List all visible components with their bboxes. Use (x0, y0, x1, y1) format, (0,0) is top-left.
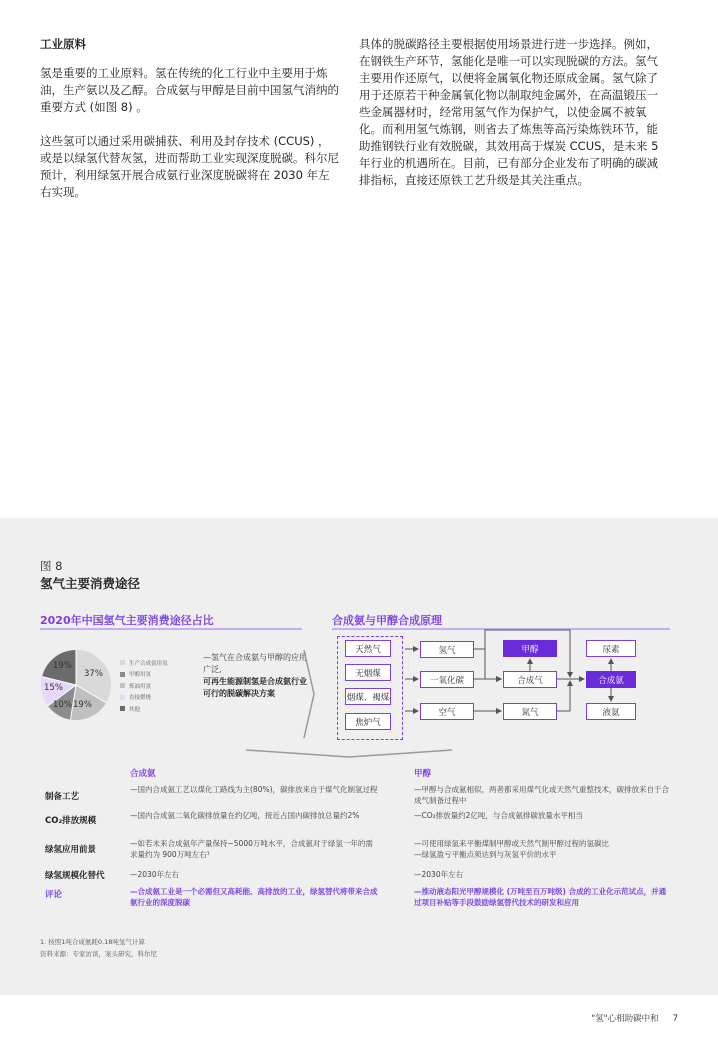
node-liquid-ammonia: 液氨 (586, 703, 636, 720)
source-bituminous: 烟煤、褐煤 (345, 688, 391, 705)
left-paragraph-2: 这些氢可以通过采用碳捕获、利用及封存技术 (CCUS) ，或是以绿氢代替灰氢，进而帮助工业实现深度脱碳。科尔尼预计，利用绿氢开展合成氨行业深度脱碳将在 2030 年左右实现。 (40, 134, 339, 199)
left-column (40, 36, 340, 218)
subtitle-underline (332, 628, 670, 630)
col-header-methanol: 甲醇 (414, 769, 432, 779)
legend-item: 直接燃烧 (120, 692, 168, 704)
pie-label-19a: 19% (53, 661, 72, 671)
pie-note-plain: —氢气在合成氨与甲醇的应用广泛, (203, 653, 307, 674)
page-number: 7 (672, 1014, 678, 1024)
cell-methanol-process: —甲醇与合成氨相似，两者都采用煤气化或天然气重整技术，碳排放来自于合成气制备过程中 (414, 785, 669, 805)
row-label-comment: 评论 (45, 890, 63, 900)
legend-swatch (120, 695, 125, 700)
footnote-1: 1. 按照1吨合成氨耗0.18吨氢气计算 (40, 938, 145, 946)
node-urea: 尿素 (586, 640, 636, 657)
row-label-process: 制备工艺 (45, 792, 80, 802)
cell-ammonia-process: —国内合成氨工艺以煤化工路线为主(80%)，碳排放来自于煤气化制氢过程 (130, 785, 378, 794)
cell-ammonia-comment: —合成氨工业是一个必需但又高耗能、高排放的工业，绿氢替代将带来合成氨行业的深度脱碳 (130, 887, 378, 907)
pie-note (203, 652, 313, 700)
figure-footnotes (40, 936, 157, 960)
legend-item: 生产合成氨用氢 (120, 657, 168, 669)
row-label-outlook: 绿氢应用前景 (45, 845, 97, 855)
cell-ammonia-timeline: —2030年左右 (130, 870, 180, 879)
legend-swatch (120, 706, 125, 711)
cell-methanol-timeline: —2030年左右 (414, 870, 464, 879)
node-air: 空气 (420, 703, 474, 720)
cell-ammonia-emissions: —国内合成氨二氧化碳排放量在约亿吨，接近占国内碳排放总量约2% (130, 811, 360, 820)
right-column (359, 36, 659, 206)
figure-8 (0, 518, 718, 995)
col-header-ammonia: 合成氨 (130, 769, 156, 779)
row-label-emissions: CO₂排放规模 (45, 816, 97, 826)
legend-item: 炼油用氢 (120, 680, 168, 692)
node-syngas: 合成气 (503, 671, 557, 688)
divider-caret (246, 749, 452, 759)
page-footer (591, 1012, 678, 1024)
chevron-right-icon (302, 648, 316, 740)
pie-legend (120, 657, 168, 715)
source-natural-gas: 天然气 (345, 640, 391, 657)
node-nitrogen: 氮气 (503, 703, 557, 720)
footer-title: "氢"心相助碳中和 (591, 1014, 659, 1024)
right-paragraph: 具体的脱碳路径主要根据使用场景进行进一步选择。例如，在钢铁生产环节，氢能化是唯一可以实现脱碳的方法。氢气主要用作还原气，以便将金属氧化物还原成金属。氢气除了用于还原若干种金属氧化物以制取纯金属外，在高温锻压一些金属器材时，经常用氢气作为保护气，以使金属不被氧化。而利用氢气炼钢，则省去了炼焦等高污染炼铁环节，能助推钢铁行业有效脱碳，其效用高于煤炭 CCUS，是未来 5 年行业的机遇所在。目前，已有部分企业发布了明确的碳减排指标，直接还原铁工艺升级是其关注重点。 (359, 37, 659, 187)
row-label-timeline: 绿氢规模化替代 (45, 871, 105, 881)
node-ammonia: 合成氨 (586, 671, 636, 688)
source-coke-gas: 焦炉气 (345, 713, 391, 730)
cell-ammonia-outlook: —如若未来合成氨年产量保持~5000万吨水平，合成氨对于绿氢一年的需求量约为 900万吨左右¹ (130, 839, 373, 859)
legend-swatch (120, 660, 125, 665)
pie-label-19b: 19% (73, 700, 92, 710)
node-hydrogen: 氢气 (420, 641, 474, 658)
pie-subtitle: 2020年中国氢气主要消费途径占比 (40, 614, 214, 627)
section-heading: 工业原料 (40, 37, 86, 51)
pie-label-37: 37% (84, 669, 103, 679)
legend-item: 其他 (120, 703, 168, 715)
cell-methanol-comment: —推动液态阳光甲醇规模化 (万吨至百万吨级) 合成的工业化示范试点，并通过项目补贴等手段鼓励绿氢替代技术的研发和应用 (414, 887, 667, 907)
subtitle-underline (40, 628, 302, 630)
left-paragraph-1: 氢是重要的工业原料。氢在传统的化工行业中主要用于炼油，生产氨以及乙醇。合成氨与甲醇是目前中国氢气消纳的重要方式 (如图 8) 。 (40, 66, 339, 114)
flow-subtitle: 合成氨与甲醇合成原理 (332, 614, 442, 627)
node-methanol: 甲醇 (503, 640, 557, 657)
legend-swatch (120, 672, 125, 677)
figure-title: 氢气主要消费途径 (40, 576, 141, 591)
node-co: 一氧化碳 (420, 671, 474, 688)
cell-methanol-emissions: —CO₂排放量约2亿吨，与合成氨排碳放量水平相当 (414, 811, 583, 820)
source-anthracite: 无烟煤 (345, 664, 391, 681)
pie-label-15: 15% (44, 683, 63, 693)
cell-methanol-outlook: —可使用绿氢来平衡煤制甲醇或天然气制甲醇过程的氢碳比 —绿氢盈亏平衡点须达到与灰氢平价的水平 (414, 839, 609, 859)
legend-swatch (120, 683, 125, 688)
source-note: 资料来源：专家访谈，案头研究，科尔尼 (40, 950, 157, 958)
figure-number: 图 8 (40, 559, 63, 573)
pie-label-10: 10% (53, 700, 72, 710)
pie-note-bold: 可再生能源制氢是合成氨行业可行的脱碳解决方案 (203, 677, 307, 698)
legend-item: 甲醇用氢 (120, 669, 168, 681)
